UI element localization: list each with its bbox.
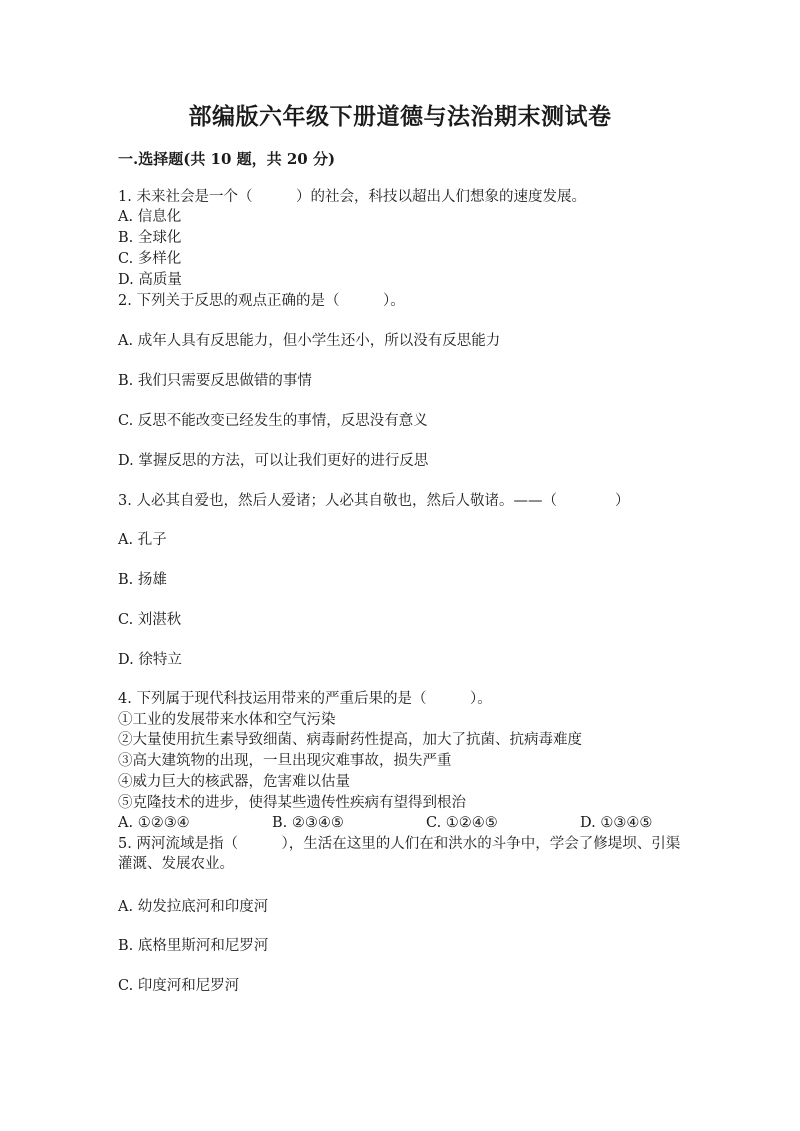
- question-4-item-3: ③高大建筑物的出现，一旦出现灾难事故，损失严重: [118, 753, 452, 769]
- question-2-option-c: C. 反思不能改变已经发生的事情，反思没有意义: [118, 413, 428, 429]
- question-4-option-d: D. ①③④⑤: [580, 815, 653, 831]
- question-5-option-b: B. 底格里斯河和尼罗河: [118, 938, 269, 954]
- question-2-option-d: D. 掌握反思的方法，可以让我们更好的进行反思: [118, 453, 429, 469]
- question-4-option-a: A. ①②③④: [118, 815, 190, 831]
- question-5-option-a: A. 幼发拉底河和印度河: [118, 899, 269, 915]
- section-heading: 一.选择题(共 10 题，共 20 分): [118, 150, 336, 168]
- question-4-item-1: ①工业的发展带来水体和空气污染: [118, 712, 336, 728]
- question-1-option-c: C. 多样化: [118, 251, 182, 267]
- question-2-stem: 2. 下列关于反思的观点正确的是（ ）。: [118, 293, 405, 309]
- question-1-stem: 1. 未来社会是一个（ ）的社会，科技以超出人们想象的速度发展。: [118, 189, 586, 205]
- question-3-option-c: C. 刘湛秋: [118, 612, 182, 628]
- question-3-option-d: D. 徐特立: [118, 652, 182, 668]
- question-3-option-b: B. 扬雄: [118, 572, 167, 588]
- question-3-stem: 3. 人必其自爱也，然后人爱诸；人必其自敬也，然后人敬诸。——（ ）: [118, 493, 630, 509]
- question-4-item-5: ⑤克隆技术的进步，使得某些遗传性疾病有望得到根治: [118, 795, 466, 811]
- question-4-stem: 4. 下列属于现代科技运用带来的严重后果的是（ ）。: [118, 691, 492, 707]
- page-title: 部编版六年级下册道德与法治期末测试卷: [188, 103, 612, 130]
- question-2-option-a: A. 成年人具有反思能力，但小学生还小，所以没有反思能力: [118, 333, 501, 349]
- question-4-option-c: C. ①②④⑤: [426, 815, 498, 831]
- question-4-item-2: ②大量使用抗生素导致细菌、病毒耐药性提高，加大了抗菌、抗病毒难度: [118, 732, 582, 748]
- question-2-option-b: B. 我们只需要反思做错的事情: [118, 373, 312, 389]
- question-1-option-d: D. 高质量: [118, 272, 182, 288]
- question-5-stem: 5. 两河流域是指（ ），生活在这里的人们在和洪水的斗争中，学会了修堤坝、引渠灌溉、发展农业。: [118, 836, 681, 872]
- question-4-option-b: B. ②③④⑤: [272, 815, 344, 831]
- question-1-option-a: A. 信息化: [118, 209, 182, 225]
- question-4-item-4: ④威力巨大的核武器，危害难以估量: [118, 774, 350, 790]
- question-5-option-c: C. 印度河和尼罗河: [118, 978, 240, 994]
- question-3-option-a: A. 孔子: [118, 532, 167, 548]
- question-1-option-b: B. 全球化: [118, 230, 182, 246]
